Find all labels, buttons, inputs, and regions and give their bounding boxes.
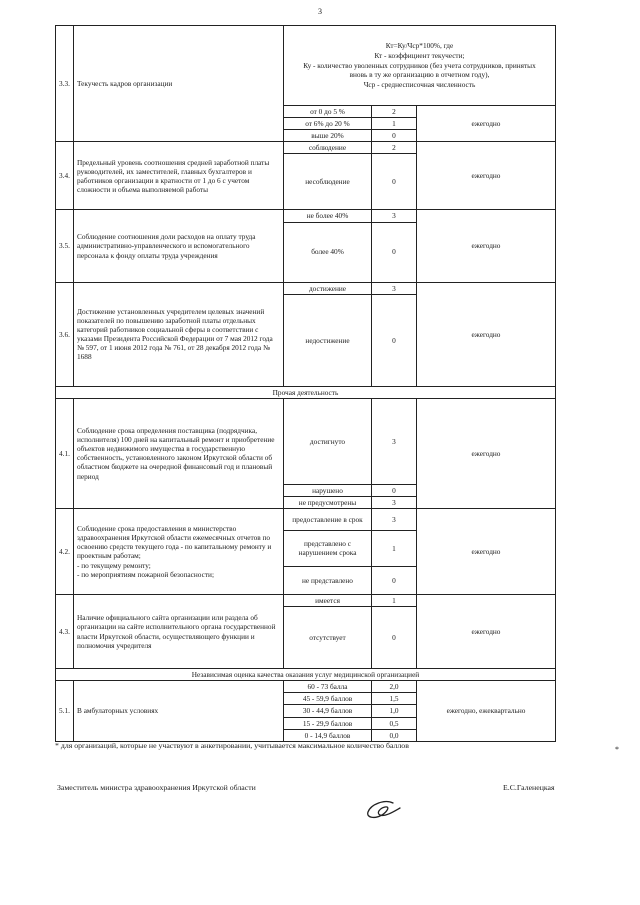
grade-score: 3: [372, 496, 417, 508]
grade-score: 0: [372, 222, 417, 282]
grade-label: достигнуто: [284, 398, 372, 484]
formula-line: Кт - коэффициент текучести;: [374, 50, 465, 60]
criterion-text: Наличие официального сайта организации или раздела об организации на сайте исполнительного органа государственной власти Иркутской области, осуществляющего функции и полномочия учредителя: [74, 594, 284, 668]
grade-score: 0: [372, 294, 417, 386]
grade-score: 2: [372, 142, 417, 154]
grade-label: представлено с нарушением срока: [284, 530, 372, 566]
grade-label: 0 - 14,9 баллов: [284, 729, 372, 741]
section-header-row: [56, 386, 556, 398]
grade-label: 15 - 29,9 баллов: [284, 717, 372, 729]
section-title: Независимая оценка качества оказания услуг медицинской организацией: [56, 669, 556, 681]
period-cell: ежегодно, ежеквартально: [417, 681, 556, 742]
formula-cell: [284, 26, 556, 106]
grade-score: 0: [372, 566, 417, 594]
grade-score: 2,0: [372, 681, 417, 693]
grade-label: несоблюдение: [284, 154, 372, 210]
grade-label: от 6% до 20 %: [284, 118, 372, 130]
page-number: 3: [318, 7, 322, 16]
table-row: [56, 681, 556, 693]
grade-score: 1,5: [372, 693, 417, 705]
grade-label: недостижение: [284, 294, 372, 386]
grade-score: 0: [372, 484, 417, 496]
period-cell: ежегодно: [417, 398, 556, 508]
criterion-text: В амбулаторных условиях: [74, 681, 284, 742]
grade-score: 0: [372, 130, 417, 142]
grade-label: соблюдение: [284, 142, 372, 154]
grade-label: более 40%: [284, 222, 372, 282]
period-cell: ежегодно: [417, 106, 556, 142]
grade-label: нарушено: [284, 484, 372, 496]
table-row: [56, 594, 556, 606]
grade-label: имеется: [284, 594, 372, 606]
table-row: [56, 26, 556, 106]
formula-line: Кт=Ку/Чср*100%, где: [385, 40, 454, 50]
criterion-text: Предельный уровень соотношения средней заработной платы руководителей, их заместителей, главных бухгалтеров и работников организации в кратности от 1 до 6 с учетом сложности и объема выполняемой работы: [74, 142, 284, 210]
criterion-text: Соблюдение срока определения поставщика (подрядчика, исполнителя) 100 дней на капитальный ремонт и приобретение объектов недвижимого имущества в государственную собственность, установленного законом Иркутской области об областном бюджете на очередной финансовый год и плановый период: [74, 398, 284, 508]
signer-name: Е.С.Галенецкая: [503, 783, 555, 792]
table-row: [56, 508, 556, 530]
grade-label: предоставление в срок: [284, 508, 372, 530]
signer-title: Заместитель министра здравоохранения Иркутской области: [57, 783, 256, 792]
grade-label: отсутствует: [284, 607, 372, 669]
grade-label: 45 - 59,9 баллов: [284, 693, 372, 705]
row-number: 4.2.: [56, 508, 74, 594]
period-cell: ежегодно: [417, 282, 556, 386]
criterion-line: - по текущему ремонту;: [77, 560, 151, 570]
table-row: [56, 398, 556, 484]
row-number: 4.3.: [56, 594, 74, 668]
grade-label: от 0 до 5 %: [284, 106, 372, 118]
section-header-row: [56, 669, 556, 681]
criterion-text: Текучесть кадров организации: [74, 26, 284, 142]
grade-score: 1,0: [372, 705, 417, 717]
row-number: 3.5.: [56, 210, 74, 282]
criterion-text: Достижение установленных учредителем целевых значений показателей по повышению заработной платы отдельных категорий работников социальной сферы в соответствии с указами Президента Российской Федерации от 7 мая 2012 года № 597, от 1 июня 2012 года № 761, от 28 декабря 2012 года № 1688: [74, 282, 284, 386]
asterisk-mark: *: [615, 745, 619, 754]
grade-score: 3: [372, 282, 417, 294]
row-number: 5.1.: [56, 681, 74, 742]
criterion-text: Соблюдение соотношения доли расходов на оплату труда административно-управленческого и вспомогательного персонала к фонду оплаты труда учреждения: [74, 210, 284, 282]
grade-score: 2: [372, 106, 417, 118]
grade-score: 0,5: [372, 717, 417, 729]
section-title: Прочая деятельность: [56, 386, 556, 398]
table-row: [56, 142, 556, 154]
criterion-line: Соблюдение срока предоставления в министерство здравоохранения Иркутской области ежемесячных отчетов по освоению средств текущего года - по капитальному ремонту и проектным работам;: [77, 524, 272, 561]
grade-score: 0: [372, 154, 417, 210]
table-row: [56, 210, 556, 222]
period-cell: ежегодно: [417, 210, 556, 282]
period-cell: ежегодно: [417, 594, 556, 668]
footnote: * для организаций, которые не участвуют в анкетировании, учитывается максимальное количество баллов: [55, 741, 409, 750]
grade-label: выше 20%: [284, 130, 372, 142]
grade-score: 3: [372, 398, 417, 484]
grade-score: 1: [372, 530, 417, 566]
grade-label: не более 40%: [284, 210, 372, 222]
grade-score: 3: [372, 508, 417, 530]
grade-score: 0,0: [372, 729, 417, 741]
row-number: 4.1.: [56, 398, 74, 508]
criterion-text: [74, 508, 284, 594]
grade-label: 60 - 73 балла: [284, 681, 372, 693]
period-cell: ежегодно: [417, 508, 556, 594]
period-cell: ежегодно: [417, 142, 556, 210]
criteria-table: [55, 25, 556, 742]
formula-line: вновь в ту же организацию в отчетном году),: [349, 70, 490, 80]
grade-label: не предусмотрены: [284, 496, 372, 508]
criterion-line: - по мероприятиям пожарной безопасности;: [77, 569, 214, 579]
row-number: 3.6.: [56, 282, 74, 386]
grade-label: достижение: [284, 282, 372, 294]
grade-score: 1: [372, 594, 417, 606]
table-row: [56, 282, 556, 294]
grade-score: 3: [372, 210, 417, 222]
handwritten-signature: [363, 798, 403, 824]
grade-label: 30 - 44,9 баллов: [284, 705, 372, 717]
formula-line: Ку - количество уволенных сотрудников (без учета сотрудников, принятых: [303, 60, 536, 70]
grade-score: 0: [372, 607, 417, 669]
row-number: 3.4.: [56, 142, 74, 210]
grade-score: 1: [372, 118, 417, 130]
grade-label: не представлено: [284, 566, 372, 594]
row-number: 3.3.: [56, 26, 74, 142]
formula-line: Чср - среднесписочная численность: [363, 80, 476, 90]
